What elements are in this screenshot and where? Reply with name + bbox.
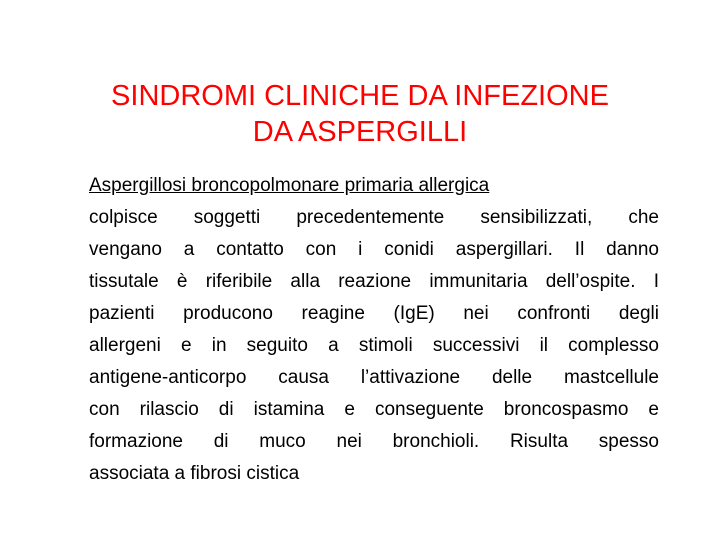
body-line: colpisce soggetti precedentemente sensibilizzati, che bbox=[89, 207, 659, 228]
body-line: vengano a contatto con i conidi aspergillari. Il danno bbox=[89, 239, 659, 260]
section-subtitle: Aspergillosi broncopolmonare primaria allergica bbox=[89, 175, 490, 196]
body-line: tissutale è riferibile alla reazione immunitaria dell’ospite. I bbox=[89, 271, 659, 292]
body-line: con rilascio di istamina e conseguente broncospasmo e bbox=[89, 399, 659, 420]
title-line-1: SINDROMI CLINICHE DA INFEZIONE bbox=[111, 80, 609, 112]
body-line: associata a fibrosi cistica bbox=[89, 463, 300, 484]
slide-body bbox=[89, 170, 659, 490]
body-line: pazienti producono reagine (IgE) nei confronti degli bbox=[89, 303, 659, 324]
body-line: antigene-anticorpo causa l’attivazione delle mastcellule bbox=[89, 367, 659, 388]
body-line: allergeni e in seguito a stimoli successivi il complesso bbox=[89, 335, 659, 356]
title-line-2: DA ASPERGILLI bbox=[252, 116, 468, 148]
slide-title bbox=[60, 78, 660, 150]
body-line: formazione di muco nei bronchioli. Risulta spesso bbox=[89, 431, 659, 452]
